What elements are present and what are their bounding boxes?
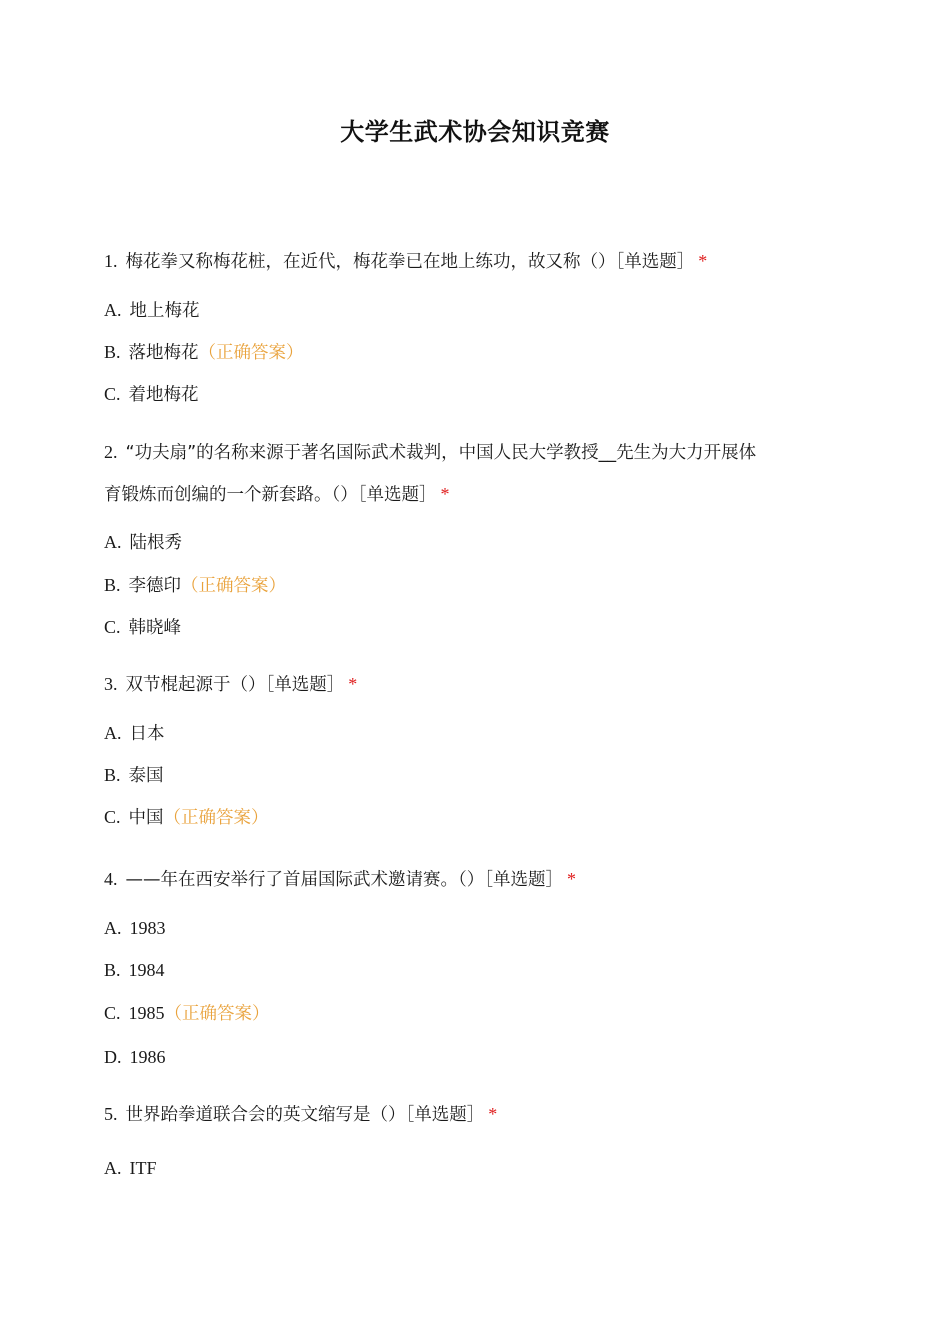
- option-letter: A.: [104, 918, 122, 938]
- question-number: 3.: [104, 674, 118, 694]
- question-text: 育锻炼而创编的一个新套路。（）［单选题］: [104, 485, 437, 505]
- option-text: 1983: [129, 918, 166, 938]
- option-letter: C.: [104, 1003, 121, 1023]
- option-text: 中国: [128, 808, 164, 828]
- option-text: 韩晓峰: [128, 618, 182, 638]
- option-item: [104, 1001, 270, 1026]
- question-2-line: [104, 482, 450, 507]
- question-text: 梅花拳又称梅花桩，在近代，梅花拳已在地上练功，故又称（）［单选题］: [125, 252, 695, 272]
- required-marker: *: [567, 869, 576, 889]
- option-letter: A.: [104, 532, 122, 552]
- option-text: 1984: [128, 960, 165, 980]
- option-letter: A.: [104, 723, 122, 743]
- option-text: 陆根秀: [129, 533, 182, 553]
- option-item: [104, 615, 181, 640]
- correct-answer-label: （正确答案）: [181, 576, 287, 596]
- question-text: ——年在西安举行了首届国际武术邀请赛。（）［单选题］: [125, 870, 563, 890]
- option-text: 泰国: [128, 766, 164, 786]
- option-text: 地上梅花: [129, 301, 200, 321]
- option-text: 落地梅花: [128, 343, 199, 363]
- option-item: [104, 1156, 157, 1180]
- option-text: 李德印: [128, 576, 182, 596]
- required-marker: *: [698, 251, 708, 271]
- question-text: 双节棍起源于（）［单选题］: [125, 675, 345, 695]
- option-text: 日本: [129, 724, 165, 744]
- option-item: [104, 763, 164, 788]
- question-number: 5.: [104, 1104, 118, 1124]
- required-marker: *: [440, 484, 450, 504]
- required-marker: *: [348, 674, 358, 694]
- option-letter: B.: [104, 342, 121, 362]
- option-item: [104, 573, 286, 598]
- option-letter: C.: [104, 807, 121, 827]
- question-2-line: [104, 440, 756, 465]
- option-item: [104, 805, 269, 830]
- option-letter: A.: [104, 1158, 122, 1178]
- option-item: [104, 916, 166, 940]
- option-item: [104, 721, 165, 746]
- question-1-line: [104, 249, 707, 274]
- question-number: 1.: [104, 251, 118, 271]
- option-letter: B.: [104, 765, 121, 785]
- question-text: 世界跆拳道联合会的英文缩写是（）［单选题］: [125, 1105, 485, 1125]
- option-letter: A.: [104, 300, 122, 320]
- option-letter: C.: [104, 617, 121, 637]
- option-text: 1985: [128, 1003, 165, 1023]
- option-letter: C.: [104, 384, 121, 404]
- question-number: 2.: [104, 442, 118, 462]
- option-item: [104, 382, 199, 407]
- option-text: 1986: [129, 1047, 166, 1067]
- option-letter: D.: [104, 1047, 122, 1067]
- option-letter: B.: [104, 575, 121, 595]
- option-letter: B.: [104, 960, 121, 980]
- question-3-line: [104, 672, 357, 697]
- question-5-line: [104, 1102, 497, 1127]
- option-item: [104, 530, 182, 555]
- option-item: [104, 1045, 166, 1069]
- option-text: 着地梅花: [128, 385, 199, 405]
- question-number: 4.: [104, 869, 118, 889]
- correct-answer-label: （正确答案）: [198, 343, 304, 363]
- correct-answer-label: （正确答案）: [164, 1004, 270, 1024]
- option-item: [104, 340, 304, 365]
- option-item: [104, 298, 200, 323]
- option-text: ITF: [129, 1158, 157, 1178]
- question-text: “功夫扇”的名称来源于著名国际武术裁判，中国人民大学教授__先生为大力开展体: [125, 443, 757, 463]
- required-marker: *: [488, 1104, 498, 1124]
- question-4-line: [104, 867, 576, 892]
- correct-answer-label: （正确答案）: [163, 808, 269, 828]
- page-title: 大学生武术协会知识竞赛: [340, 118, 610, 146]
- option-item: [104, 958, 165, 982]
